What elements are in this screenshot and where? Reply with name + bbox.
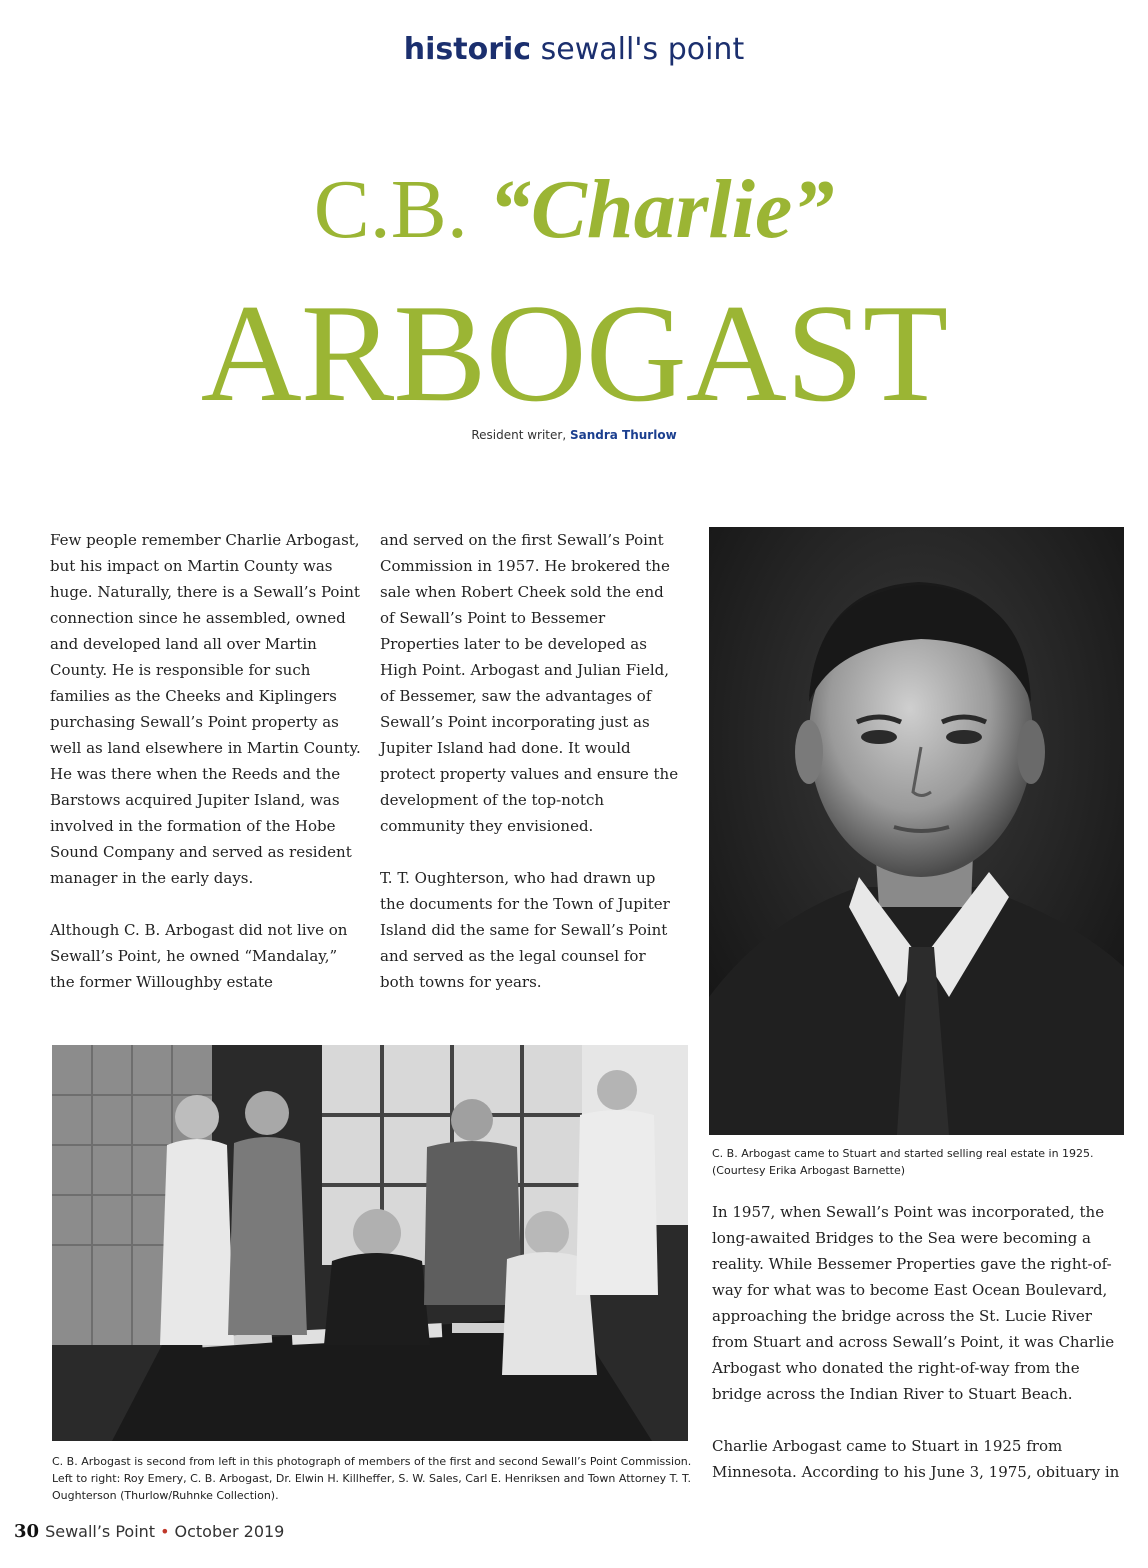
byline-label: Resident writer, [471, 428, 570, 442]
portrait-illustration [709, 527, 1124, 1135]
title-nickname: “Charlie” [488, 163, 835, 256]
section-header-bold: historic [403, 32, 532, 67]
paragraph: T. T. Oughterson, who had drawn up the documents for the Town of Jupiter Island did the same for Sewall’s Point and served as the legal counsel for both towns for years. [380, 869, 670, 991]
footer-separator: • [160, 1522, 170, 1541]
section-header [0, 32, 1148, 67]
portrait-caption: C. B. Arbogast came to Stuart and started selling real estate in 1925. (Courtesy Erika Arbogast Barnette) [712, 1147, 1094, 1177]
byline-author: Sandra Thurlow [569, 428, 677, 442]
publication-name: Sewall’s Point [45, 1522, 156, 1541]
group-caption: C. B. Arbogast is second from left in this photograph of members of the first and second Sewall’s Point Commission. Left to right: Roy Emery, C. B. Arbogast, Dr. Elwin H. Killheffer, S. W. Sales, Carl E. Henriksen and Town Attorney T. T. Oughterson (Thurlow/Ruhnke Collection). [52, 1455, 692, 1502]
paragraph: Charlie Arbogast came to Stuart in 1925 from Minnesota. According to his June 3, 1975, obituary in [712, 1437, 1120, 1481]
body-column-3 [712, 1199, 1122, 1485]
paragraph: Although C. B. Arbogast did not live on Sewall’s Point, he owned “Mandalay,” the former Willoughby estate [50, 921, 348, 991]
body-column-2 [380, 527, 680, 995]
article-title-line2: ARBOGAST [200, 276, 948, 431]
page-footer [14, 1521, 284, 1542]
page-number: 30 [14, 1521, 40, 1542]
article-title-line1 [0, 163, 1148, 256]
group-photo [52, 1045, 688, 1441]
body-column-1 [50, 527, 362, 995]
paragraph: In 1957, when Sewall’s Point was incorporated, the long-awaited Bridges to the Sea were becoming a reality. While Bessemer Properties gave the right-of-way for what was to become East Ocean Boulevard, approaching the bridge across the St. Lucie River from Stuart and across Sewall’s Point, it was Charlie Arbogast who donated the right-of-way from the bridge across the Indian River to Stuart Beach. [712, 1203, 1115, 1403]
issue-date: October 2019 [174, 1522, 285, 1541]
paragraph: Few people remember Charlie Arbogast, but his impact on Martin County was huge. Naturally, there is a Sewall’s Point connection since he assembled, owned and developed land all over Martin County. He is responsible for such families as the Cheeks and Kiplingers purchasing Sewall’s Point property as well as land elsewhere in Martin County. He was there when the Reeds and the Barstows acquired Jupiter Island, was involved in the formation of the Hobe Sound Company and served as resident manager in the early days. [50, 531, 361, 887]
title-initials: C.B. [313, 163, 489, 256]
paragraph: and served on the first Sewall’s Point Commission in 1957. He brokered the sale when Robert Cheek sold the end of Sewall’s Point to Bessemer Properties later to be developed as High Point. Arbogast and Julian Field, of Bessemer, saw the advantages of Sewall’s Point incorporating just as Jupiter Island had done. It would protect property values and ensure the development of the top-notch community they envisioned. [380, 531, 679, 835]
group-illustration [52, 1045, 688, 1441]
section-header-rest: sewall's point [531, 32, 745, 67]
byline [0, 428, 1148, 442]
portrait-photo [709, 527, 1124, 1135]
